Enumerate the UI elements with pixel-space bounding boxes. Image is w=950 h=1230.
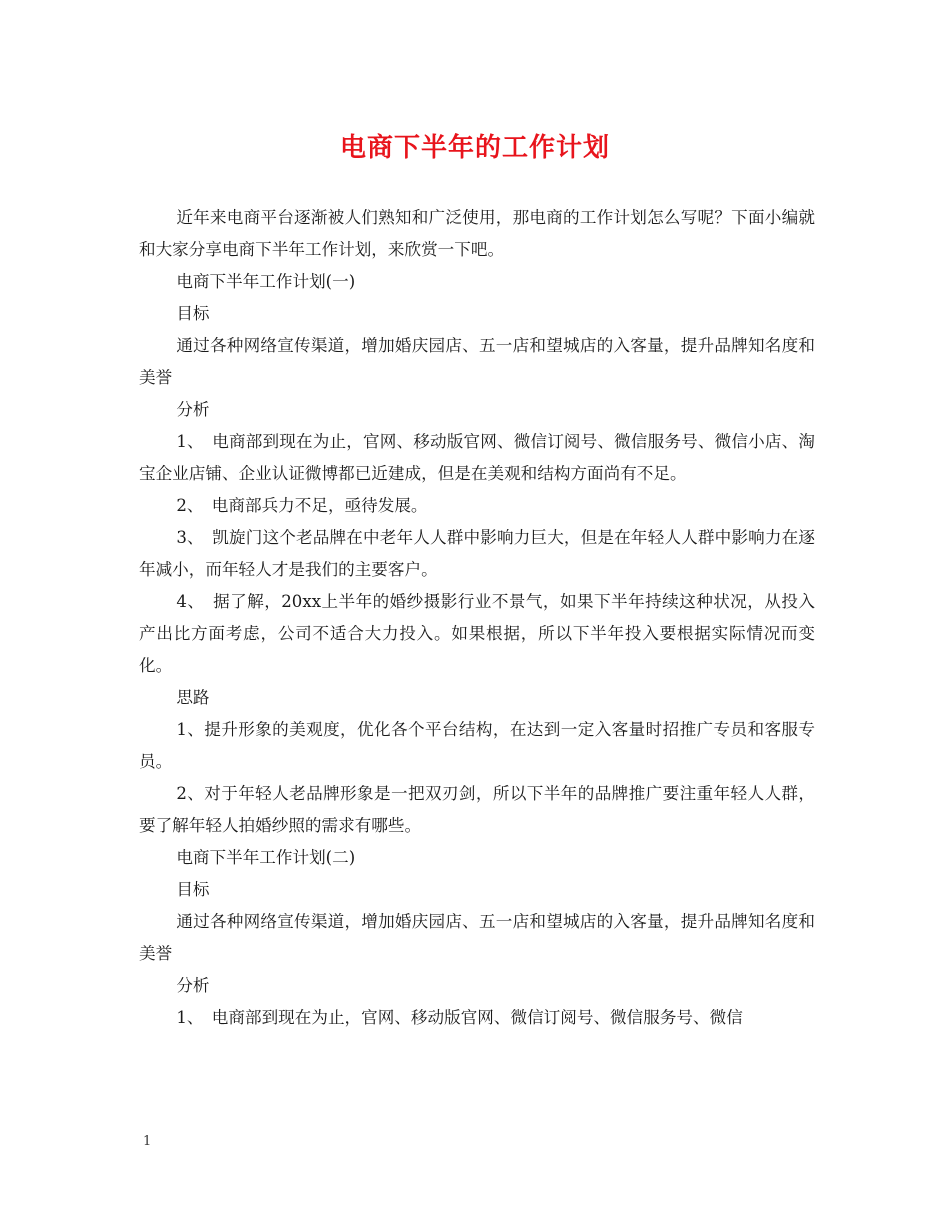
analysis-item-3: 3、 凯旋门这个老品牌在中老年人人群中影响力巨大，但是在年轻人人群中影响力在逐年减小，而年轻人才是我们的主要客户。 [139, 528, 815, 579]
subheading-goal-2: 目标 [176, 880, 210, 899]
goal-paragraph-2: 通过各种网络宣传渠道，增加婚庆园店、五一店和望城店的入客量，提升品牌知名度和美誉 [139, 912, 815, 963]
page-number: 1 [143, 1134, 152, 1149]
subheading-goal: 目标 [176, 304, 210, 323]
document-title: 电商下半年的工作计划 [339, 133, 610, 163]
approach-item-1: 1、提升形象的美观度，优化各个平台结构，在达到一定入客量时招推广专员和客服专员。 [139, 720, 815, 771]
analysis-item-1: 1、 电商部到现在为止，官网、移动版官网、微信订阅号、微信服务号、微信小店、淘宝企业店铺、企业认证微博都已近建成，但是在美观和结构方面尚有不足。 [139, 432, 815, 483]
approach-item-2: 2、对于年轻人老品牌形象是一把双刃剑，所以下半年的品牌推广要注重年轻人人群，要了解年轻人拍婚纱照的需求有哪些。 [139, 784, 815, 835]
subheading-analysis: 分析 [176, 400, 210, 419]
analysis-item-2: 2、 电商部兵力不足，亟待发展。 [176, 496, 428, 515]
section-heading-plan-2: 电商下半年工作计划(二) [176, 848, 356, 867]
goal-paragraph: 通过各种网络宣传渠道，增加婚庆园店、五一店和望城店的入客量，提升品牌知名度和美誉 [139, 336, 815, 387]
subheading-approach: 思路 [176, 688, 210, 707]
subheading-analysis-2: 分析 [176, 976, 210, 995]
intro-paragraph: 近年来电商平台逐渐被人们熟知和广泛使用，那电商的工作计划怎么写呢？下面小编就和大家分享电商下半年工作计划，来欣赏一下吧。 [139, 208, 815, 259]
section-heading-plan-1: 电商下半年工作计划(一) [176, 272, 356, 291]
analysis-item-1-continued: 1、 电商部到现在为止，官网、移动版官网、微信订阅号、微信服务号、微信 [176, 1008, 743, 1027]
analysis-item-4: 4、 据了解，20xx上半年的婚纱摄影行业不景气，如果下半年持续这种状况，从投入产出比方面考虑，公司不适合大力投入。如果根据，所以下半年投入要根据实际情况而变化。 [139, 592, 815, 675]
document-body [139, 202, 815, 1034]
